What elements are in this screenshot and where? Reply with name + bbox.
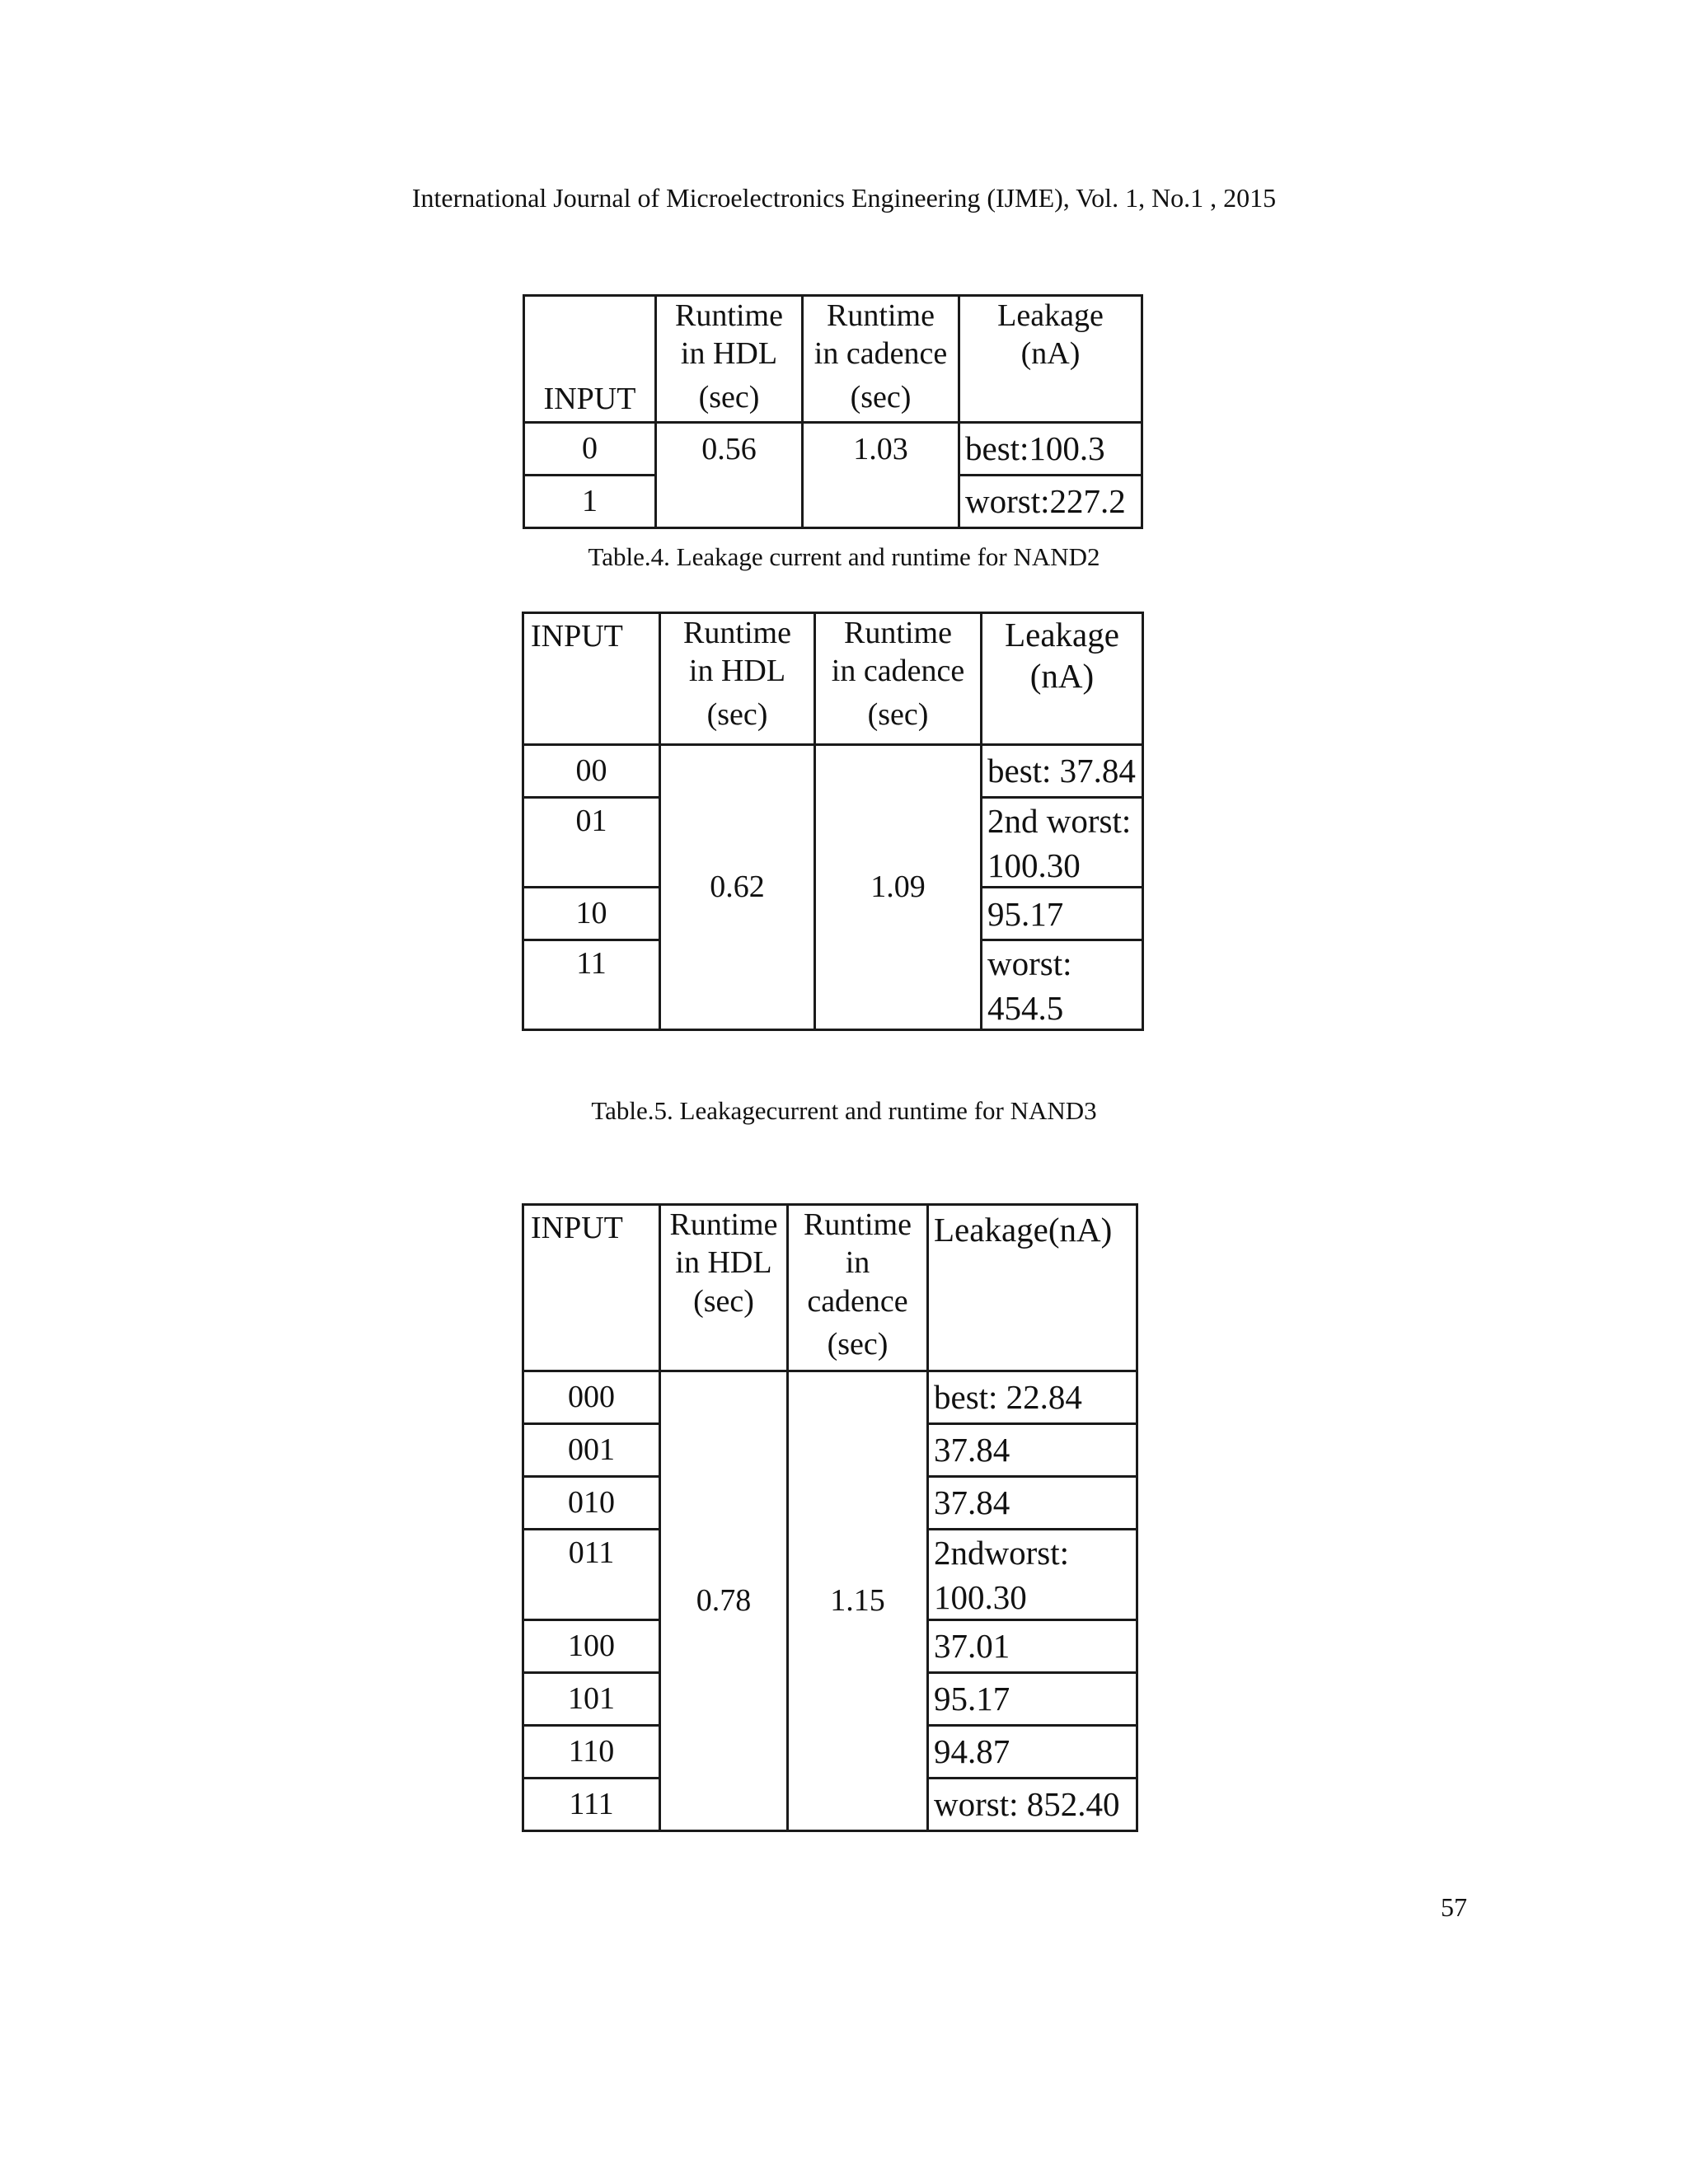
cell-leakage: 94.87: [928, 1726, 1137, 1779]
cell-leakage: 95.17: [928, 1673, 1137, 1726]
header-leakage: Leakage(nA): [928, 1205, 1137, 1371]
cell-leakage: best: 22.84: [928, 1371, 1137, 1424]
cell-leakage: 37.84: [928, 1477, 1137, 1530]
cell-input: 111: [523, 1779, 660, 1831]
header-input: INPUT: [523, 613, 660, 745]
cell-leakage: worst: 852.40: [928, 1779, 1137, 1831]
table-nand3: [522, 612, 1144, 1031]
page-number: 57: [1441, 1892, 1467, 1922]
cell-leakage: 2ndworst: 100.30: [928, 1530, 1137, 1620]
cell-runtime-cadence: 1.09: [815, 745, 982, 1030]
cell-leakage: 37.01: [928, 1620, 1137, 1673]
table-header-row: [524, 296, 1142, 423]
table-row: [523, 1371, 1137, 1424]
header-runtime-hdl: Runtime in HDL (sec): [660, 613, 815, 745]
cell-input: 110: [523, 1726, 660, 1779]
cell-leakage: 37.84: [928, 1424, 1137, 1477]
cell-leakage: best:100.3: [959, 423, 1142, 476]
cell-runtime-hdl: 0.78: [660, 1371, 788, 1831]
cell-input: 10: [523, 888, 660, 940]
table-caption: Table.5. Leakagecurrent and runtime for NAND3: [591, 1096, 1097, 1125]
table-nand2: [523, 294, 1143, 529]
cell-input: 010: [523, 1477, 660, 1530]
cell-input: 101: [523, 1673, 660, 1726]
cell-leakage: 2nd worst: 100.30: [982, 798, 1143, 888]
header-leakage: Leakage (nA): [982, 613, 1143, 745]
cell-input: 01: [523, 798, 660, 888]
table-header-row: [523, 1205, 1137, 1371]
header-runtime-cadence: Runtime in cadence (sec): [815, 613, 982, 745]
table-header-row: [523, 613, 1143, 745]
cell-runtime-hdl: 0.56: [656, 423, 803, 528]
cell-runtime-cadence: 1.15: [788, 1371, 928, 1831]
header-runtime-cadence: Runtime in cadence (sec): [788, 1205, 928, 1371]
cell-runtime-hdl: 0.62: [660, 745, 815, 1030]
header-runtime-hdl: Runtime in HDL (sec): [656, 296, 803, 423]
cell-leakage: worst: 454.5: [982, 940, 1143, 1030]
header-runtime-hdl: Runtime in HDL (sec): [660, 1205, 788, 1371]
header-leakage: Leakage (nA): [959, 296, 1142, 423]
table-caption: Table.4. Leakage current and runtime for NAND2: [588, 542, 1100, 571]
cell-input: 11: [523, 940, 660, 1030]
header-input: INPUT: [524, 296, 656, 423]
cell-input: 1: [524, 476, 656, 528]
cell-leakage: worst:227.2: [959, 476, 1142, 528]
running-header: International Journal of Microelectronics Engineering (IJME), Vol. 1, No.1 , 2015: [411, 183, 1277, 213]
cell-runtime-cadence: 1.03: [803, 423, 959, 528]
table-row: [523, 745, 1143, 798]
cell-input: 0: [524, 423, 656, 476]
header-input: INPUT: [523, 1205, 660, 1371]
cell-leakage: 95.17: [982, 888, 1143, 940]
table-nand4: [522, 1203, 1138, 1832]
cell-input: 00: [523, 745, 660, 798]
cell-input: 001: [523, 1424, 660, 1477]
cell-input: 000: [523, 1371, 660, 1424]
header-runtime-cadence: Runtime in cadence (sec): [803, 296, 959, 423]
cell-input: 100: [523, 1620, 660, 1673]
cell-input: 011: [523, 1530, 660, 1620]
table-row: [524, 423, 1142, 476]
cell-leakage: best: 37.84: [982, 745, 1143, 798]
